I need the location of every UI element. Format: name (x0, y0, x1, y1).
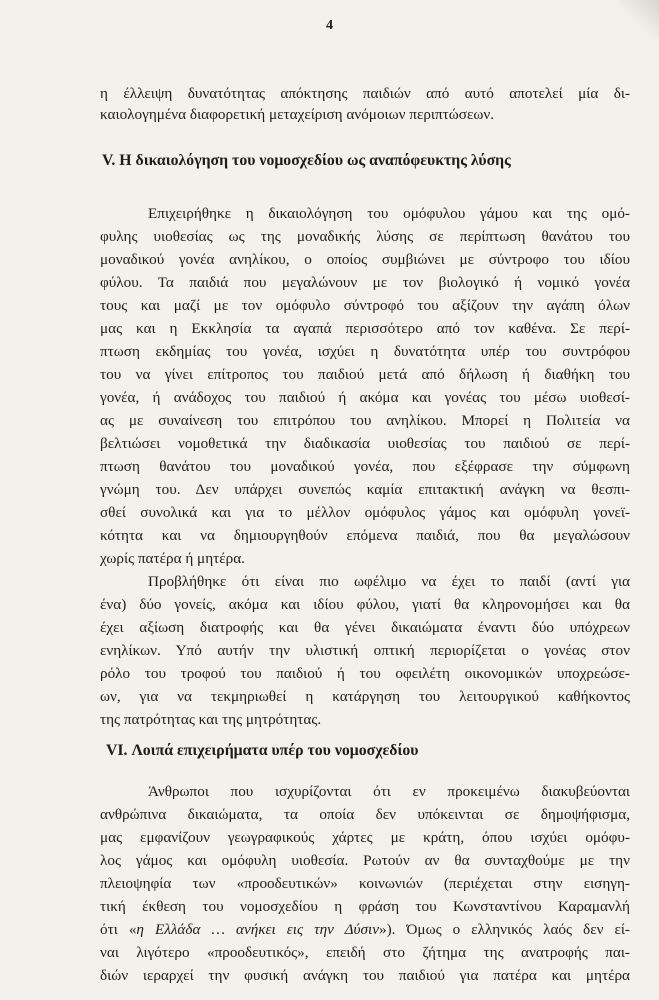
text-line: γνώμη του. Δεν υπάρχει συνεπώς καμία επιτακτική ανάγκη να θεσπι- (100, 481, 630, 498)
text-line: ας με συναίνεση του επιτρόπου του ανηλίκου. Μπορεί η Πολιτεία να (100, 412, 630, 429)
text-line: ενηλίκων. Υπό αυτήν την υλιστική οπτική περιορίζεται ο γονέας στον (100, 642, 630, 659)
text-line: μοναδικού γονέα ανηλίκου, ο οποίος συμβιώνει με σύντροφο του ιδίου (100, 251, 630, 268)
text-line: μας εμφανίζουν γεωγραφικούς χάρτες με κράτη, όπου ισχύει ομόφυ- (100, 829, 630, 846)
text-line: φύλου. Τα παιδιά που μεγαλώνουν με τον βιολογικό ή νομικό γονέα (100, 274, 630, 291)
text-line: πτωση εκδημίας του γονέα, ισχύει η δυνατότητα υπέρ του συντρόφου (100, 343, 630, 360)
text-segment: »). Όμως ο ελληνικός λαός δεν εί- (378, 921, 630, 938)
text-line: φυλης υιοθεσίας ως της μοναδικής λύσης σε περίπτωση θανάτου του (100, 228, 630, 245)
page-number: 4 (326, 18, 333, 33)
text-line: βελτιώσει νομοθετικά την διαδικασία υιοθεσίας του παιδιού σε περί- (100, 435, 630, 452)
text-line: Προβλήθηκε ότι είναι πιο ωφέλιμο να έχει το παιδί (αντί για (148, 573, 630, 590)
text-line: γονέα, ή ανάδοχος του παιδιού ή ακόμα και γονέας του μέσω υιοθεσί- (100, 389, 630, 406)
text-line: έχει αξίωση διατροφής και θα γένει δικαιώματα έναντι δύο υπόχρεων (100, 619, 630, 636)
text-line: ναι λιγότερο «προοδευτικός», επειδή στο ζήτημα της ανατροφής παι- (100, 944, 630, 961)
section-heading-v: V. Η δικαιολόγηση του νομοσχεδίου ως αναπόφευκτης λύσης (102, 152, 511, 169)
text-line: της πατρότητας και της μητρότητας. (100, 711, 322, 728)
text-line: ανθρώπινα δικαιώματα, τα οποία δεν υπόκεινται σε δημοψήφισμα, (100, 806, 630, 823)
text-segment: ότι « (100, 921, 137, 938)
text-line: σθεί συνολικά και για το μέλλον ομόφυλος γάμος και ομόφυλη γονεϊ- (100, 504, 630, 521)
text-line: τική έκθεση του νομοσχεδίου η φράση του Κωνσταντίνου Καραμανλή (100, 898, 630, 915)
text-line: μας και η Εκκλησία τα αγαπά περισσότερο από τον καθένα. Σε περί- (100, 320, 630, 337)
text-line: Επιχειρήθηκε η δικαιολόγηση του ομόφυλου γάμου και της ομό- (148, 205, 630, 222)
text-line: πτωση θανάτου του μοναδικού γονέα, που εξέφρασε την σύμφωνη (100, 458, 630, 475)
text-line: πλειοψηφία των «προοδευτικών» κοινωνιών (περιέχεται στην εισηγη- (100, 875, 630, 892)
text-line-with-quote (100, 920, 630, 940)
text-line: διών ιεραρχεί την φυσική ανάγκη του παιδιού για πατέρα και μητέρα (100, 967, 630, 984)
italic-quote: η Ελλάδα … ανήκει εις την Δύσιν (136, 921, 379, 938)
text-line: χωρίς πατέρα ή μητέρα. (100, 550, 245, 567)
section-heading-vi: VI. Λοιπά επιχειρήματα υπέρ του νομοσχεδίου (106, 742, 419, 759)
text-line: ένα) δύο γονείς, ακόμα και ιδίου φύλου, γιατί θα κληρονομήσει και θα (100, 596, 630, 613)
text-line: η έλλειψη δυνατότητας απόκτησης παιδιών από αυτό αποτελεί μία δι- (100, 85, 630, 102)
text-line: ων, για να τεκμηριωθεί η κατάργηση του λειτουργικού καθήκοντος (100, 688, 630, 705)
text-line: του να γίνει επίτροπος του παιδιού μετά από δήλωση ή διαθήκη του (100, 366, 630, 383)
text-line: λος γάμος και ομόφυλη υιοθεσία. Ρωτούν αν θα συνταχθούμε με την (100, 852, 630, 869)
text-line: τους και μαζί με τον ομόφυλο σύντροφό του αξίζουν την αγάπη όλων (100, 297, 630, 314)
text-line: Άνθρωποι που ισχυρίζονται ότι εν προκειμένω διακυβεύονται (148, 783, 630, 800)
text-line: ρόλο του τροφού του παιδιού ή του οφειλέτη οικονομικών υποχρεώσε- (100, 665, 630, 682)
text-line: καιολογημένα διαφορετική μεταχείριση ανόμοιων περιπτώσεων. (100, 106, 494, 123)
text-line: κότητα και να δημιουργηθούν επόμενα παιδιά, που θα μεγαλώσουν (100, 527, 630, 544)
